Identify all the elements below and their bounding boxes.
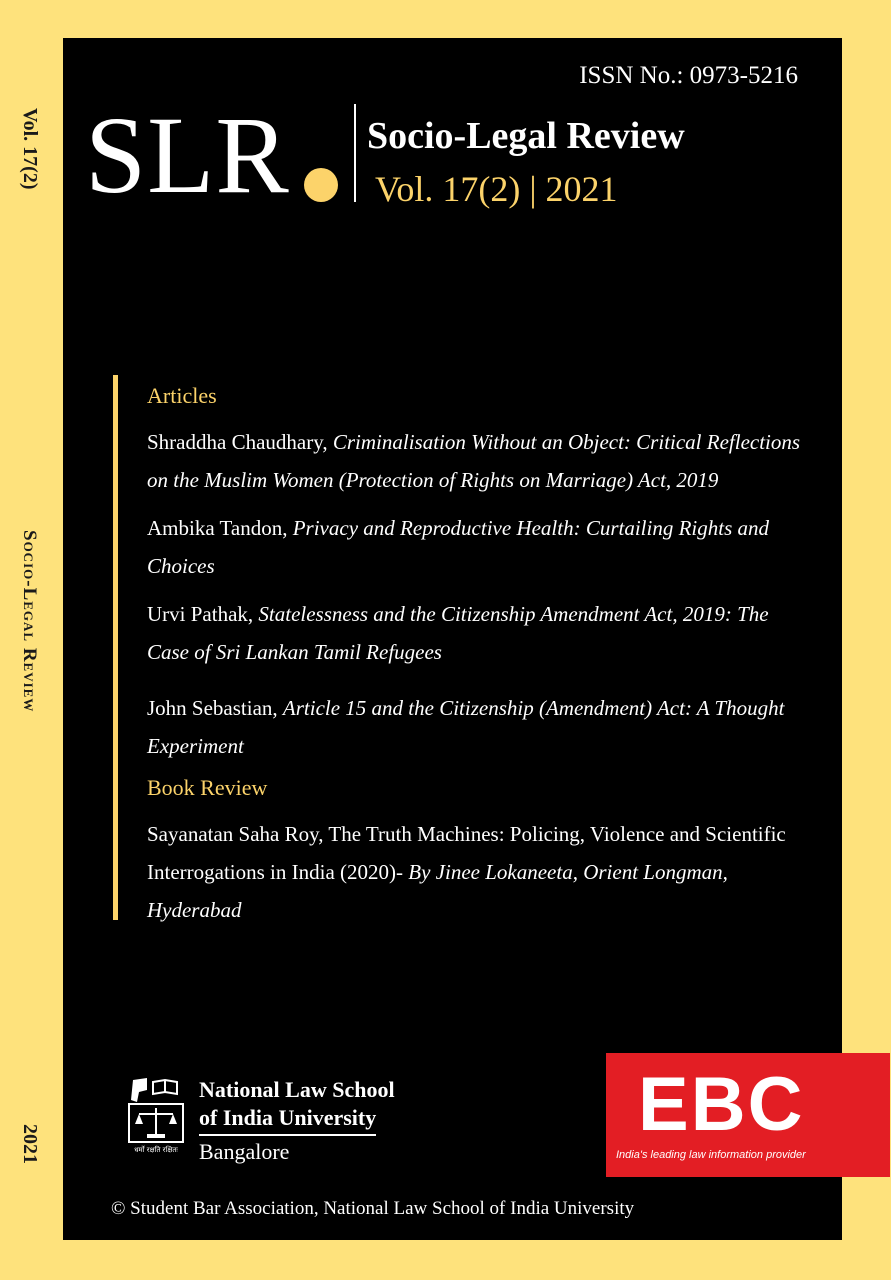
nls-motto: धर्मो रक्षति रक्षितः xyxy=(134,1146,178,1154)
contents-accent-bar xyxy=(113,375,118,920)
article-title: Statelessness and the Citizenship Amendment Act, 2019: The Case of Sri Lankan Tamil Refugees xyxy=(147,602,769,664)
article-author: Shraddha Chaudhary, xyxy=(147,430,328,454)
institution-name-line2: of India University xyxy=(199,1104,376,1136)
article-title: Criminalisation Without an Object: Critical Reflections on the Muslim Women (Protection of Rights on Marriage) Act, 2019 xyxy=(147,430,801,492)
journal-cover xyxy=(63,38,842,1240)
issn-number: ISSN No.: 0973-5216 xyxy=(579,62,798,89)
institution-city: Bangalore xyxy=(199,1139,290,1164)
articles-heading: Articles xyxy=(147,383,217,408)
table-of-contents xyxy=(147,383,807,939)
institution-name xyxy=(199,1076,395,1136)
slr-logo-text: SLR xyxy=(85,94,290,216)
article-author: Ambika Tandon, xyxy=(147,516,288,540)
article-entry xyxy=(147,423,807,499)
article-author: John Sebastian, xyxy=(147,696,278,720)
book-review-entry xyxy=(147,815,807,929)
article-author: Urvi Pathak, xyxy=(147,602,254,626)
spine-title: Socio-Legal Review xyxy=(19,530,40,713)
ebc-logo-text: EBC xyxy=(638,1062,805,1147)
article-title: Article 15 and the Citizenship (Amendment) Act: A Thought Experiment xyxy=(147,696,785,758)
article-entry xyxy=(147,595,807,671)
review-book-title: The Truth Machines: Policing, Violence and Scientific Interrogations in India (2020) xyxy=(147,822,786,884)
article-entry xyxy=(147,509,807,585)
journal-title: Socio-Legal Review xyxy=(367,115,685,157)
review-author: Sayanatan Saha Roy, xyxy=(147,822,324,846)
review-book-details: - By Jinee Lokaneeta, Orient Longman, Hyderabad xyxy=(147,860,728,922)
article-title: Privacy and Reproductive Health: Curtailing Rights and Choices xyxy=(147,516,770,578)
book-review-heading: Book Review xyxy=(147,775,268,800)
copyright-notice: © Student Bar Association, National Law School of India University xyxy=(111,1198,635,1219)
spine-year: 2021 xyxy=(19,1124,41,1164)
logo-dot xyxy=(304,168,338,202)
ebc-tagline: India's leading law information provider xyxy=(616,1149,806,1161)
article-entry xyxy=(147,689,807,765)
volume-info: Vol. 17(2) | 2021 xyxy=(375,169,618,209)
ebc-publisher-logo xyxy=(606,1053,890,1177)
header-divider xyxy=(354,104,356,202)
nls-emblem-icon xyxy=(125,1076,187,1156)
institution-name-line1: National Law School xyxy=(199,1077,395,1102)
spine-volume: Vol. 17(2) xyxy=(19,108,41,190)
